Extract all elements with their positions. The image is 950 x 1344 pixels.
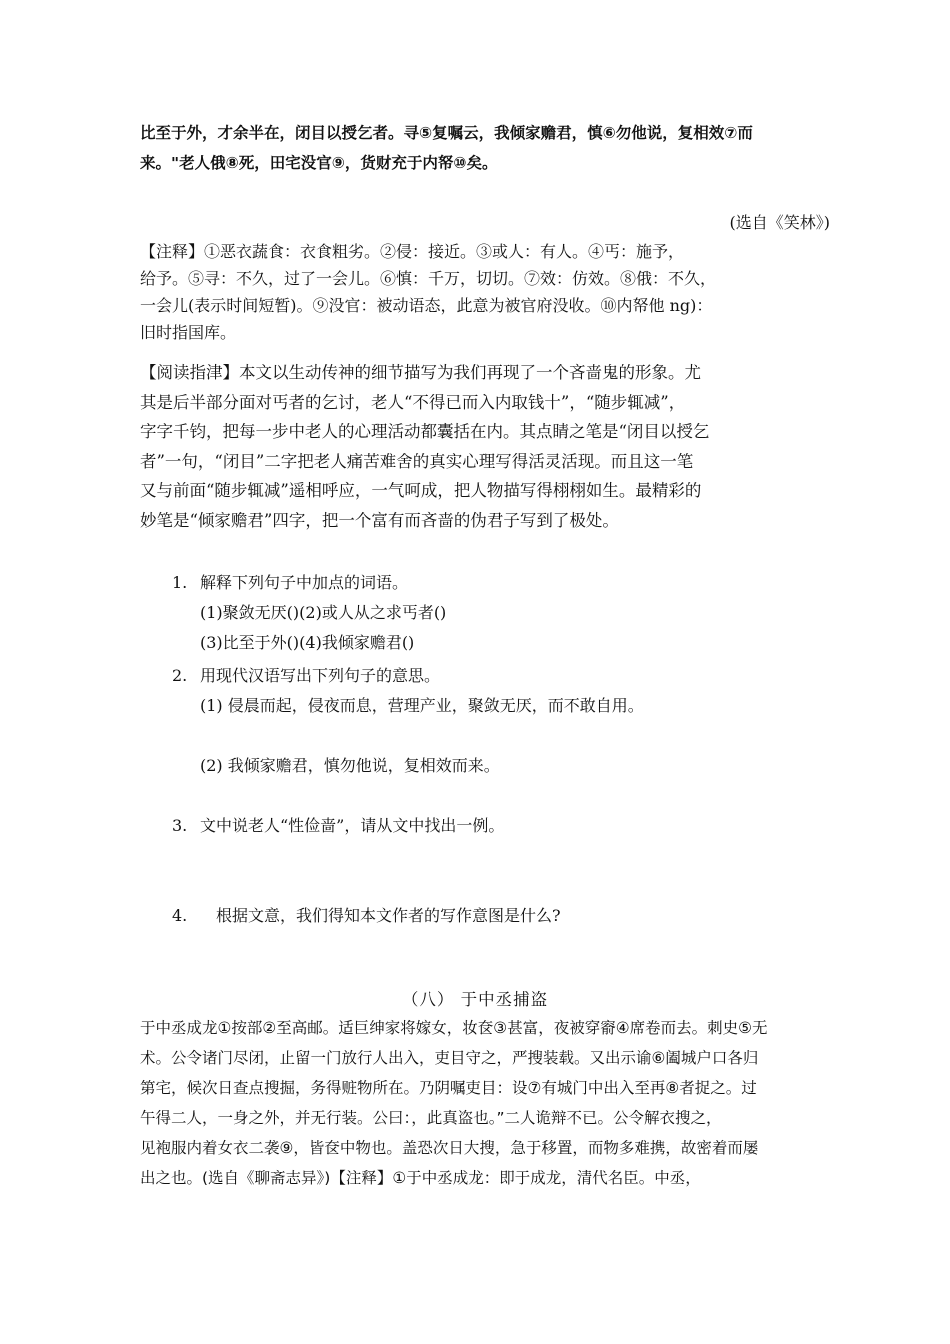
notes-line: 给予。⑤寻：不久，过了一会儿。⑥慎：千万，切切。⑦效：仿效。⑧俄：不久， bbox=[140, 269, 717, 288]
question-number: 3. bbox=[172, 816, 188, 835]
question-text: 根据文意，我们得知本文作者的写作意图是什么? bbox=[216, 906, 561, 925]
source-citation: (选自《笑林》) bbox=[729, 213, 830, 232]
section-title: （八） 于中丞捕盗 bbox=[401, 990, 549, 1009]
notes-line: 一会儿(表示时间短暂)。⑨没官：被动语态，此意为被官府没收。⑩内帑他 ng)： bbox=[140, 296, 713, 315]
reading-guide-section bbox=[140, 358, 820, 535]
story-paragraph-end bbox=[140, 118, 830, 178]
guide-line: 又与前面“随步辄减”遥相呼应，一气呵成，把人物描写得栩栩如生。最精彩的 bbox=[140, 481, 702, 500]
question-2-sub-2: (2) 我倾家赡君，慎勿他说，复相效而来。 bbox=[200, 756, 500, 775]
text-line: 午得二人，一身之外，并无行装。公曰：，此真盗也。”二人诡辩不已。公令解衣搜之， bbox=[140, 1109, 722, 1127]
question-4 bbox=[172, 903, 561, 929]
notes-line: 【注释】①恶衣蔬食：衣食粗劣。②侵：接近。③或人：有人。④丐：施予， bbox=[140, 242, 685, 261]
question-number: 2. bbox=[172, 666, 188, 685]
text-line: 见袍服内着女衣二袭⑨，皆奁中物也。盖恐次日大搜，急于移置，而物多难携，故密着而屡 bbox=[140, 1139, 759, 1157]
question-1-sub-1: (1)聚敛无厌()(2)或人从之求丐者() bbox=[200, 603, 447, 622]
question-text: 用现代汉语写出下列句子的意思。 bbox=[200, 666, 441, 685]
guide-line: 【阅读指津】本文以生动传神的细节描写为我们再现了一个吝啬鬼的形象。尤 bbox=[140, 363, 701, 382]
question-1 bbox=[172, 570, 408, 596]
text-line: 于中丞成龙①按部②至高邮。适巨绅家将嫁女，妆奁③甚富，夜被穿窬④席卷而去。刺史⑤无 bbox=[140, 1019, 768, 1037]
question-2 bbox=[172, 663, 440, 689]
guide-line: 字字千钧，把每一步中老人的心理活动都囊括在内。其点睛之笔是“闭目以授乞 bbox=[140, 422, 710, 441]
guide-line: 妙笔是“倾家赡君”四字，把一个富有而吝啬的伪君子写到了极处。 bbox=[140, 510, 619, 530]
text-line: 术。公令诸门尽闭，止留一门放行人出入，吏目守之，严搜装载。又出示谕⑥阖城户口各归 bbox=[140, 1049, 759, 1067]
guide-line: 其是后半部分面对丐者的乞讨，老人“不得已而入内取钱十”，“随步辄减”， bbox=[140, 392, 686, 412]
question-text: 文中说老人“性俭啬”，请从文中找出一例。 bbox=[200, 816, 505, 835]
question-1-sub-2: (3)比至于外()(4)我倾家赡君() bbox=[200, 633, 415, 652]
text-line: 比至于外，才余半在，闭目以授乞者。寻⑤复嘱云，我倾家赡君，慎⑥勿他说，复相效⑦而 bbox=[140, 124, 753, 142]
notes-line: 旧时指国库。 bbox=[140, 323, 237, 342]
guide-line: 者”一句，“闭目”二字把老人痛苦难舍的真实心理写得活灵活现。而且这一笔 bbox=[140, 451, 694, 471]
question-3 bbox=[172, 813, 504, 839]
text-line: 出之也。(选自《聊斋志异》)【注释】①于中丞成龙：即于成龙，清代名臣。中丞， bbox=[140, 1169, 701, 1187]
text-line: 来。"老人俄⑧死，田宅没官⑨，货财充于内帑⑩矣。 bbox=[140, 154, 498, 172]
text-line: 第宅，候次日查点搜掘，务得赃物所在。乃阴嘱吏目：设⑦有城门中出入至再⑧者捉之。过 bbox=[140, 1079, 757, 1097]
question-number: 4. bbox=[172, 906, 188, 925]
notes-section bbox=[140, 238, 830, 346]
story-paragraph bbox=[140, 1013, 830, 1193]
question-2-sub-1: (1) 侵晨而起，侵夜而息，营理产业，聚敛无厌，而不敢自用。 bbox=[200, 696, 644, 715]
question-number: 1. bbox=[172, 573, 188, 592]
question-text: 解释下列句子中加点的词语。 bbox=[200, 573, 409, 592]
